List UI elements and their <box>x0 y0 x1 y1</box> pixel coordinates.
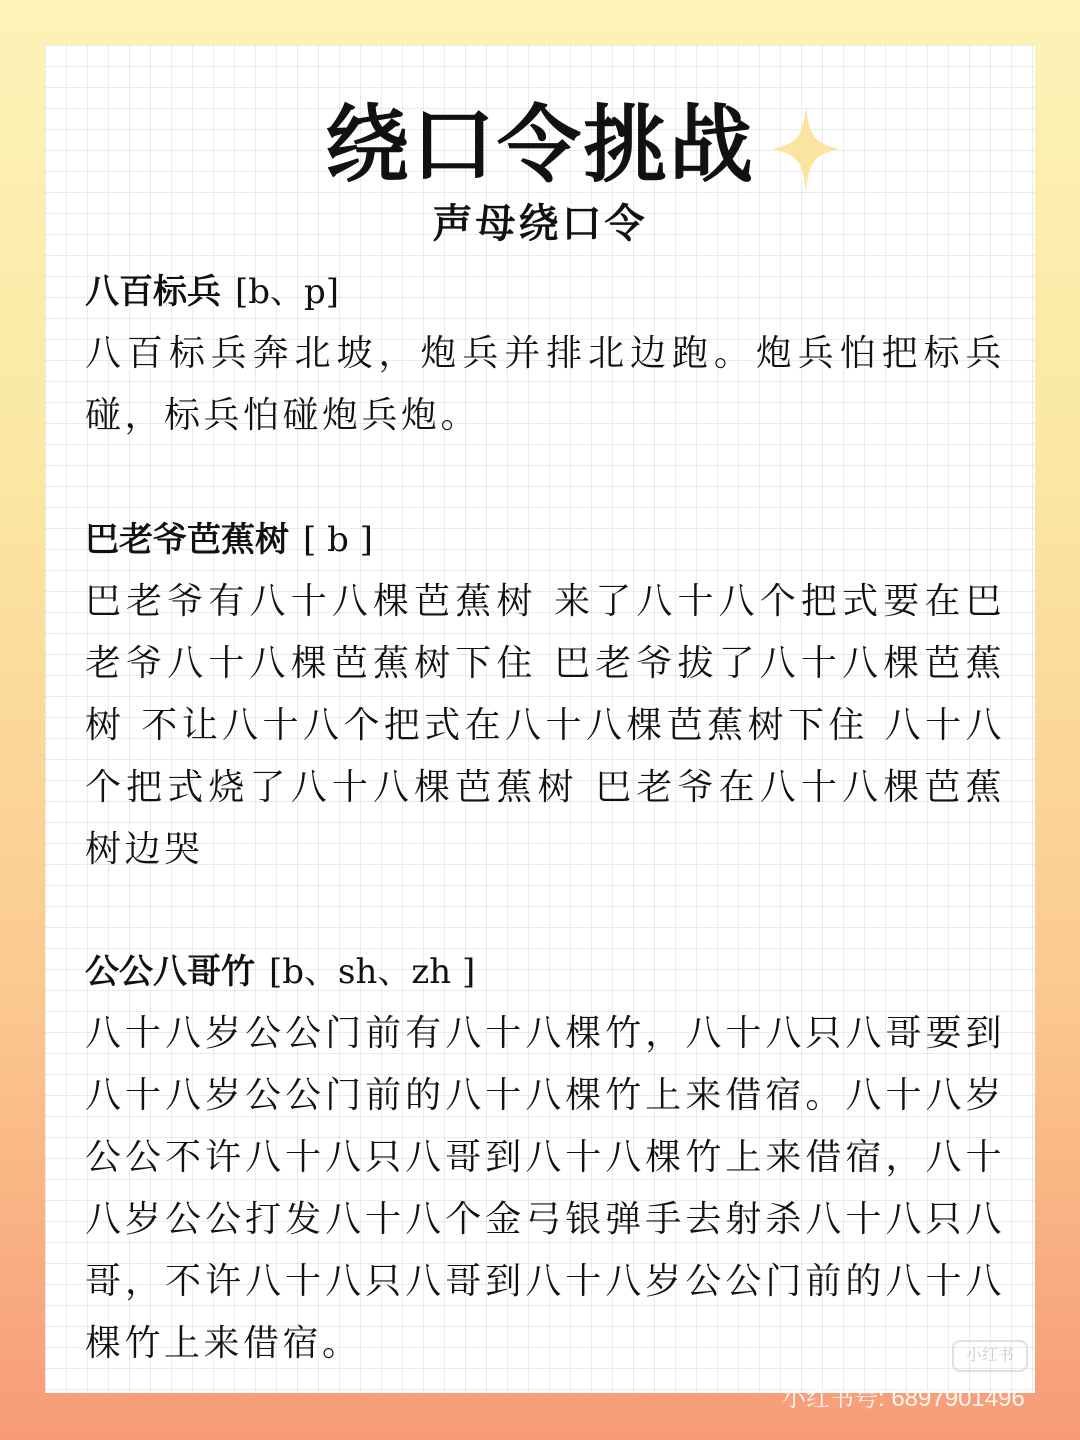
section-phoneme-tag: [b、sh、zh ] <box>269 952 476 992</box>
section-title: 巴老爷芭蕉树 <box>85 520 289 560</box>
section-text: 八百标兵奔北坡，炮兵并排北边跑。炮兵怕把标兵碰，标兵怕碰炮兵炮。 <box>85 333 1005 436</box>
note-paper <box>45 45 1035 1393</box>
section-phoneme-tag: [ b ] <box>303 520 373 560</box>
page-title: 绕口令挑战 <box>324 95 755 194</box>
watermark-text: 小红书号: 6897901496 <box>782 1385 1025 1412</box>
watermark-logo: 小红书 <box>952 1340 1028 1372</box>
section-title: 八百标兵 <box>85 272 221 312</box>
section-text: 巴老爷有八十八棵芭蕉树 来了八十八个把式要在巴老爷八十八棵芭蕉树下住 巴老爷拔了八十八棵芭蕉树 不让八十八个把式在八十八棵芭蕉树下住 八十八个把式烧了八十八棵芭蕉树 巴老爷在八十八棵芭蕉树边哭 <box>85 581 1005 870</box>
tongue-twister-section-1 <box>85 267 1005 447</box>
section-text: 八十八岁公公门前有八十八棵竹，八十八只八哥要到八十八岁公公门前的八十八棵竹上来借宿。八十八岁公公不许八十八只八哥到八十八棵竹上来借宿，八十八岁公公打发八十八个金弓银弹手去射杀八十八只八哥，不许八十八只八哥到八十八岁公公门前的八十八棵竹上来借宿。 <box>85 1013 1005 1364</box>
tongue-twister-section-2 <box>85 515 1005 881</box>
section-heading <box>85 267 1005 317</box>
section-heading <box>85 515 1005 565</box>
sparkle-icon <box>773 105 839 193</box>
section-phoneme-tag: [b、p] <box>235 272 340 312</box>
section-title: 公公八哥竹 <box>85 952 255 992</box>
tongue-twister-section-3 <box>85 947 1005 1375</box>
page-subtitle: 声母绕口令 <box>432 200 648 247</box>
section-heading <box>85 947 1005 997</box>
